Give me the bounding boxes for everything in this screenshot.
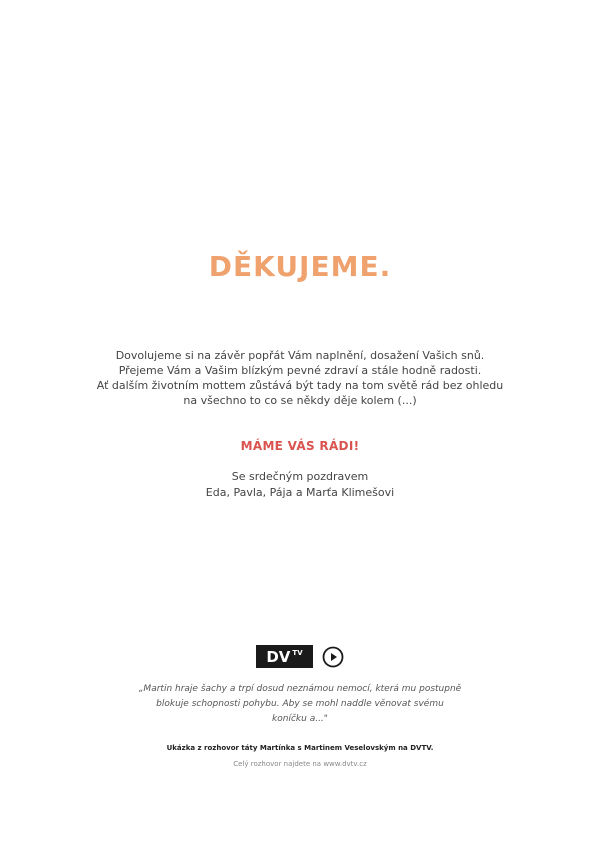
message-line: Dovolujeme si na závěr popřát Vám naplnění, dosažení Vašich snů. [115, 349, 485, 362]
message-line: Ať dalším životním mottem zůstává být tady na tom světě rád bez ohledu [96, 379, 504, 392]
page-title: DĚKUJEME. [208, 250, 392, 283]
logo-text: DV [266, 647, 291, 666]
subtitle: MÁME VÁS RÁDI! [240, 439, 360, 453]
message-paragraph [0, 348, 600, 408]
message-line: na všechno to co se někdy děje kolem (...) [183, 394, 417, 407]
signature-line: Eda, Pavla, Pája a Marťa Klimešovi [205, 486, 395, 499]
interview-caption: Ukázka z rozhovor táty Martínka s Martinem Veselovským na DVTV. [166, 744, 434, 752]
message-line: Přejeme Vám a Vašim blízkým pevné zdraví a stále hodně radosti. [118, 364, 482, 377]
greeting-line: Se srdečným pozdravem [231, 470, 369, 483]
quote-line: blokuje schopnosti pohybu. Aby se mohl naddle věnovat svému [156, 699, 444, 709]
logo-superscript: TV [292, 648, 303, 657]
interview-link-note: Celý rozhovor najdete na www.dvtv.cz [233, 760, 367, 768]
dvtv-logo [256, 645, 313, 668]
quote-line: „Martin hraje šachy a trpí dosud neznámou nemocí, která mu postupně [138, 684, 462, 694]
greeting [0, 469, 600, 501]
dvtv-logo-row [0, 645, 600, 668]
interview-quote [0, 682, 600, 727]
play-circle-icon [322, 646, 344, 668]
quote-line: koníčku a..." [272, 714, 328, 724]
